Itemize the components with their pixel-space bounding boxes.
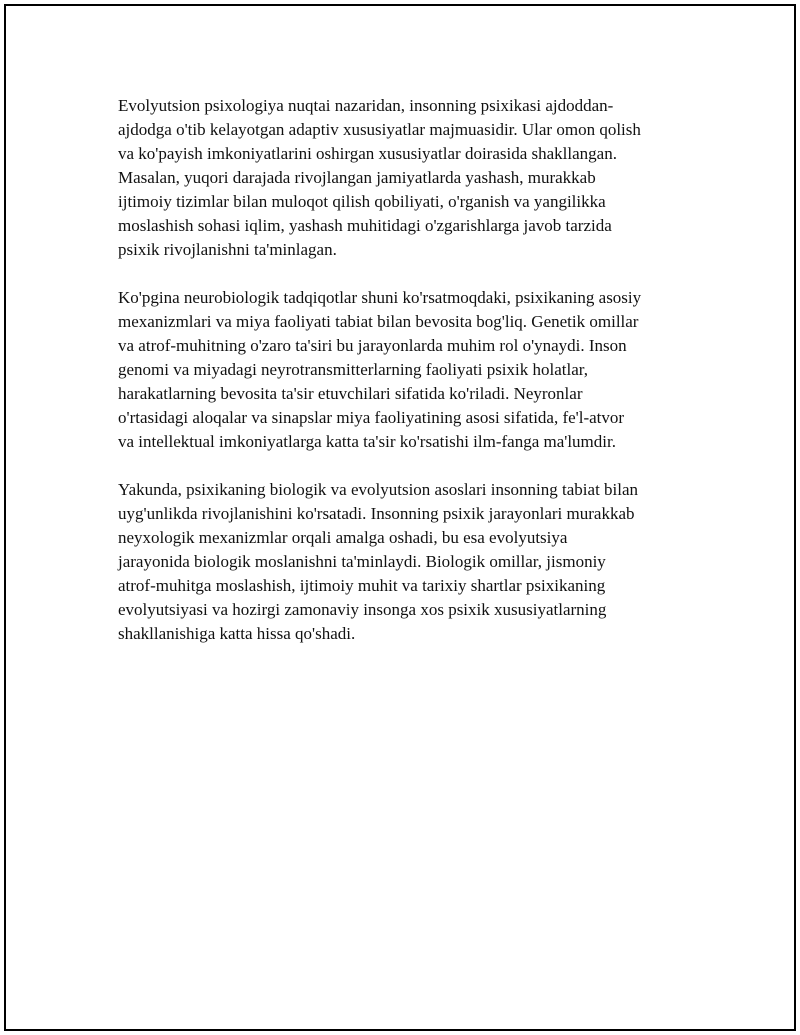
paragraph-line: moslashish sohasi iqlim, yashash muhitidagi o'zgarishlarga javob tarzida xyxy=(118,216,612,235)
paragraph-line: harakatlarning bevosita ta'sir etuvchilari sifatida ko'riladi. Neyronlar xyxy=(118,384,583,403)
paragraph-line: neyxologik mexanizmlar orqali amalga oshadi, bu esa evolyutsiya xyxy=(118,528,568,547)
paragraph-line: uyg'unlikda rivojlanishini ko'rsatadi. Insonning psixik jarayonlari murakkab xyxy=(118,504,635,523)
paragraph-line: va atrof-muhitning o'zaro ta'siri bu jarayonlarda muhim rol o'ynaydi. Inson xyxy=(118,336,627,355)
paragraph-1 xyxy=(118,94,688,262)
paragraph-line: va intellektual imkoniyatlarga katta ta'sir ko'rsatishi ilm-fanga ma'lumdir. xyxy=(118,432,616,451)
paragraph-line: Yakunda, psixikaning biologik va evolyutsion asoslari insonning tabiat bilan xyxy=(118,480,639,499)
paragraph-line: Masalan, yuqori darajada rivojlangan jamiyatlarda yashash, murakkab xyxy=(118,168,596,187)
paragraph-line: Evolyutsion psixologiya nuqtai nazaridan, insonning psixikasi ajdoddan- xyxy=(118,96,614,115)
document-body xyxy=(118,94,688,670)
paragraph-line: mexanizmlari va miya faoliyati tabiat bilan bevosita bog'liq. Genetik omillar xyxy=(118,312,639,331)
paragraph-2 xyxy=(118,286,688,454)
paragraph-line: evolyutsiyasi va hozirgi zamonaviy insonga xos psixik xususiyatlarning xyxy=(118,600,607,619)
paragraph-line: psixik rivojlanishni ta'minlagan. xyxy=(118,240,337,259)
paragraph-line: shakllanishiga katta hissa qo'shadi. xyxy=(118,624,356,643)
paragraph-line: genomi va miyadagi neyrotransmitterlarning faoliyati psixik holatlar, xyxy=(118,360,588,379)
paragraph-line: va ko'payish imkoniyatlarini oshirgan xususiyatlar doirasida shakllangan. xyxy=(118,144,617,163)
paragraph-line: Ko'pgina neurobiologik tadqiqotlar shuni ko'rsatmoqdaki, psixikaning asosiy xyxy=(118,288,642,307)
paragraph-line: jarayonida biologik moslanishni ta'minlaydi. Biologik omillar, jismoniy xyxy=(118,552,606,571)
paragraph-line: ajdodga o'tib kelayotgan adaptiv xususiyatlar majmuasidir. Ular omon qolish xyxy=(118,120,641,139)
paragraph-3 xyxy=(118,478,688,646)
paragraph-line: atrof-muhitga moslashish, ijtimoiy muhit va tarixiy shartlar psixikaning xyxy=(118,576,606,595)
paragraph-line: o'rtasidagi aloqalar va sinapslar miya faoliyatining asosi sifatida, fe'l-atvor xyxy=(118,408,625,427)
paragraph-line: ijtimoiy tizimlar bilan muloqot qilish qobiliyati, o'rganish va yangilikka xyxy=(118,192,606,211)
